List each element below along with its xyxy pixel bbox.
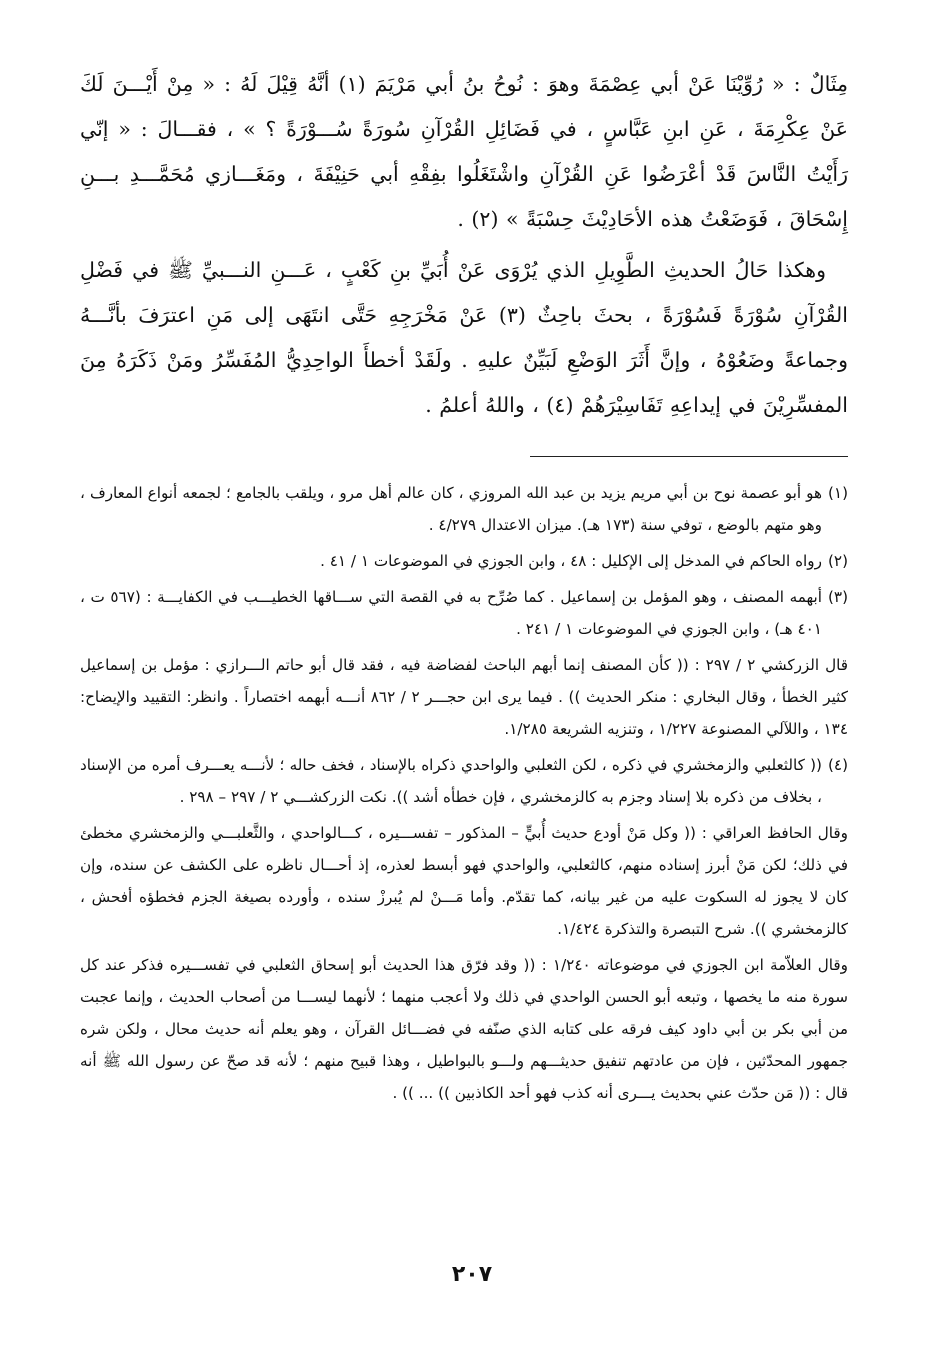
footnotes xyxy=(80,477,848,1109)
footnote-text: أبهمه المصنف ، وهو المؤمل بن إسماعيل . كما صُرِّح به في القصة التي ســـاقها الخطيـــب في الكفايـــة : (٥٦٧ ت ، ٤٠١ هـ) ، وابن الجوزي في الموضوعات ١ / ٢٤١ . xyxy=(80,588,822,638)
footnote-text: وقال الحافظ العراقي : (( وكل مَنْ أودع حديث أُبيٍّ – المذكور – تفســـيره ، كـــالواحدي ، والثَّعلبـــي والزمخشري مخطئ في ذلك؛ لكن مَنْ أبرز إسناده منهم، كالثعلبي، والواحدي فهو أبسط لعذره، إذ أحـــال ناظره على الكشف عن سنده، وإن كان لا يجوز له السكوت عليه من غير بيانه، كما تقدّم. وأما مَـــنْ لم يُبرزْ سنده ، وأورده بصيغة الجزم فخطؤه أفحش ، كالزمخشري )). شرح التبصرة والتذكرة ١/٤٢٤. xyxy=(80,824,848,938)
footnote-body xyxy=(80,581,822,645)
footnote-text: قال الزركشي ٢ / ٢٩٧ : (( كأن المصنف إنما أبهم الباحث لفضاضة فيه ، فقد قال أبو حاتم الـــرازي : مؤمل بن إسماعيل كثير الخطأ ، وقال البخاري : منكر الحديث )) . فيما يرى ابن حجـــر ٢ / ٨٦٢ أنـــه أبهمه اختصاراً . وانظر: التقييد والإيضاح: ١٣٤ ، واللآلي المصنوعة ١/٢٢٧ ، وتنزيه الشريعة ١/٢٨٥. xyxy=(80,656,849,738)
footnote-number: (٢) xyxy=(827,552,848,570)
footnote-text: وقال العلاّمة ابن الجوزي في موضوعاته ١/٢٤٠ : (( وقد فرّق هذا الحديث أبو إسحاق الثعلبي في تفســـيره فذكر عند كل سورة منه ما يخصها ، وتبعه أبو الحسن الواحدي في ذلك ولا أعجب منهما ؛ لأنهما ليســـا من أصحاب الحديث ، وإنما عجبت من أبي بكر بن أبي داود كيف فرقه على كتابه الذي صنّفه في فضـــائل القرآن ، وهو يعلم أنه حديث محال ، ولكن شره جمهور المحدّثين ، فإن من عادتهم تنفيق حديثـــهم ولـــو بالبواطيل ، وهذا قبيح منهم ؛ لأنه قد صحّ عن رسول الله ﷺ أنه قال : (( مَن حدّث عني بحديث يـــرى أنه كذب فهو أحد الكاذبين )) ... )) . xyxy=(80,956,848,1102)
footnote-body xyxy=(80,545,822,577)
footnote-text: رواه الحاكم في المدخل إلى الإكليل : ٤٨ ، وابن الجوزي في الموضوعات ١ / ٤١ . xyxy=(320,552,822,570)
main-text xyxy=(80,62,848,428)
footnote-4-continuation-iraqi xyxy=(80,817,848,945)
footnote-body xyxy=(80,477,822,541)
footnote-number: (١) xyxy=(827,484,848,502)
main-paragraph-2: وهكذا حَالُ الحديثِ الطَّوِيلِ الذي يُرْوَى عَنْ أُبَيِّ بنِ كَعْبٍ ، عَـــنِ النـــبيِّ ﷺ في فَضْلِ القُرْآنِ سُوْرَةً فَسُوْرَةً ، بحثَ باحِثٌ (٣) عَنْ مَخْرَجِهِ حَتَّى انتَهَى إلى مَنِ اعترَفَ بأنَّـــهُ وجماعةً وضَعُوْهُ ، وإنَّ أَثَرَ الوَضْعِ لَبَيِّنٌ عليهِ . ولَقَدْ أخطأَ الواحِدِيُّ المُفَسِّرُ ومَنْ ذَكَرَهُ مِنَ المفسِّرِيْنَ في إيداعِهِ تَفَاسِيْرَهُمْ (٤) ، واللهُ أعلمُ . xyxy=(80,258,848,417)
footnote-4 xyxy=(80,749,848,813)
footnote-separator xyxy=(530,456,848,457)
footnote-3-continuation xyxy=(80,649,848,745)
footnote-body xyxy=(80,749,822,813)
page-number: ٢٠٧ xyxy=(451,1262,493,1287)
footnote-separator-wrap xyxy=(80,434,848,477)
footnote-4-continuation-jawzi xyxy=(80,949,848,1109)
main-paragraph-1: مِثَالٌ : « رُوِّيْنَا عَنْ أبي عِصْمَةَ وهوَ : نُوحُ بنُ أبي مَرْيَمَ (١) أنَّهُ قِيْلَ لَهُ : « مِنْ أَيْـــنَ لَكَ عَنْ عِكْرِمَةَ ، عَنِ ابنِ عَبَّاسٍ ، في فَضَائِلِ القُرْآنِ سُورَةً سُـــوْرَةً ؟ » ، فقـــالَ : « إنّي رَأَيْتُ النَّاسَ قَدْ أعْرَضُوا عَنِ القُرْآنِ واشْتَغَلُوا بفِقْهِ أبي حَنِيْفَةَ ، ومَغَـــازي مُحَمَّـــدِ بـــنِ إِسْحَاقَ ، فَوَضَعْتُ هذه الأحَادِيْثَ حِسْبَةً » (٢) . xyxy=(80,72,848,231)
footnote-text: (( كالثعلبي والزمخشري في ذكره ، لكن الثعلبي والواحدي ذكراه بالإسناد ، فخف حاله ؛ لأنـــه يعـــرف أمره من الإسناد ، بخلاف من ذكره بلا إسناد وجزم به كالزمخشري ، فإن خطأه أشد )). نكت الزركشـــي ٢ / ٢٩٧ – ٢٩٨ . xyxy=(80,756,822,806)
footnote-text: هو أبو عصمة نوح بن أبي مريم يزيد بن عبد الله المروزي ، كان عالم أهل مرو ، ويلقب بالجامع ؛ لجمعه أنواع المعارف ، وهو متهم بالوضع ، توفي سنة (١٧٣ هـ). ميزان الاعتدال ٤/٢٧٩ . xyxy=(80,484,822,534)
footnote-number: (٣) xyxy=(827,588,848,606)
footnote-number: (٤) xyxy=(827,756,848,774)
footnote-2 xyxy=(80,545,848,577)
footnote-3 xyxy=(80,581,848,645)
footnote-1 xyxy=(80,477,848,541)
